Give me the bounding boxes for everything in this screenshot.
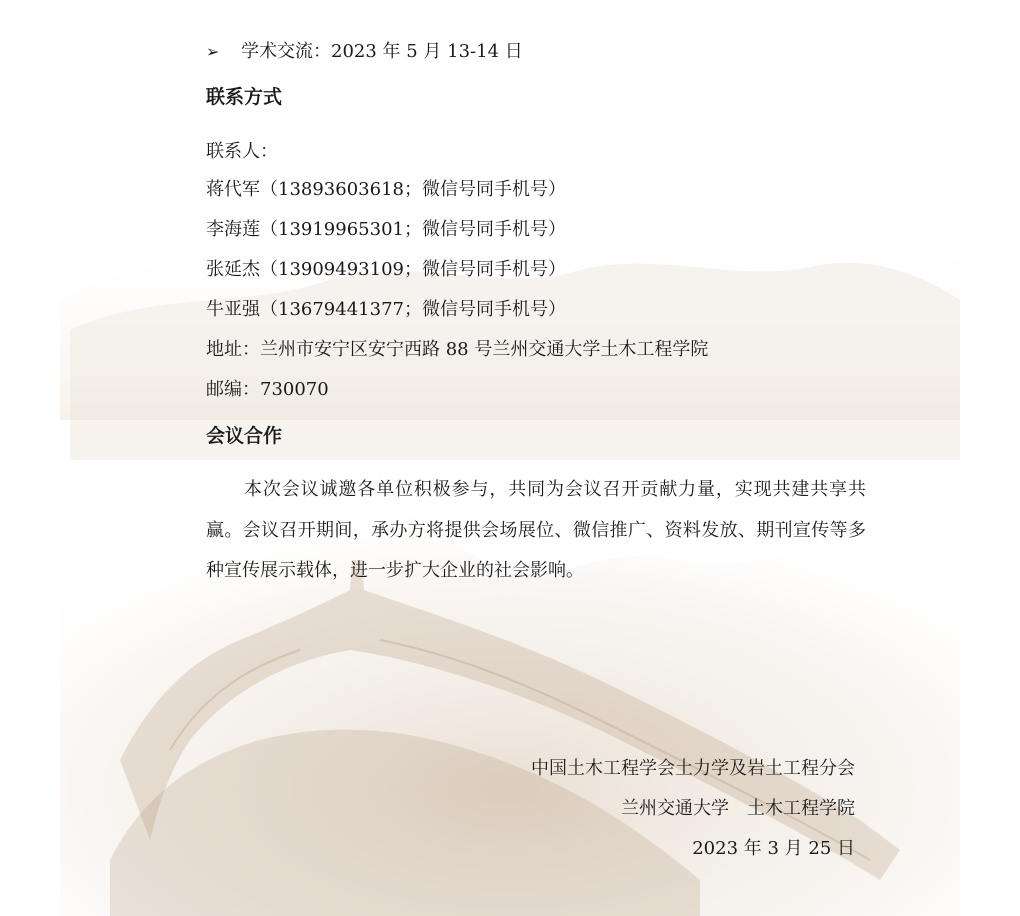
signature-org2: 兰州交通大学 土木工程学院 bbox=[621, 798, 855, 819]
contact-heading: 联系方式 bbox=[206, 86, 283, 108]
contact-person: 张延杰（13909493109；微信号同手机号） bbox=[206, 259, 566, 280]
contacts-label: 联系人： bbox=[206, 141, 278, 162]
signature-date: 2023 年 3 月 25 日 bbox=[692, 838, 855, 859]
address: 地址：兰州市安宁区安宁西路 88 号兰州交通大学土木工程学院 bbox=[206, 339, 709, 360]
bullet-arrow-icon: ➢ bbox=[206, 42, 220, 61]
academic-exchange-date: 学术交流：2023 年 5 月 13-14 日 bbox=[241, 41, 523, 62]
contact-person: 牛亚强（13679441377；微信号同手机号） bbox=[206, 299, 566, 320]
contact-person: 李海莲（13919965301；微信号同手机号） bbox=[206, 219, 566, 240]
cooperation-paragraph: 本次会议诚邀各单位积极参与，共同为会议召开贡献力量，实现共建共享共赢。会议召开期间，承办方将提供会场展位、微信推广、资料发放、期刊宣传等多种宣传展示载体，进一步扩大企业的社会影响。 bbox=[206, 479, 866, 581]
postcode: 邮编：730070 bbox=[206, 379, 329, 400]
cooperation-heading: 会议合作 bbox=[206, 425, 283, 447]
contact-person: 蒋代军（13893603618；微信号同手机号） bbox=[206, 179, 566, 200]
signature-org1: 中国土木工程学会土力学及岩土工程分会 bbox=[531, 758, 855, 779]
